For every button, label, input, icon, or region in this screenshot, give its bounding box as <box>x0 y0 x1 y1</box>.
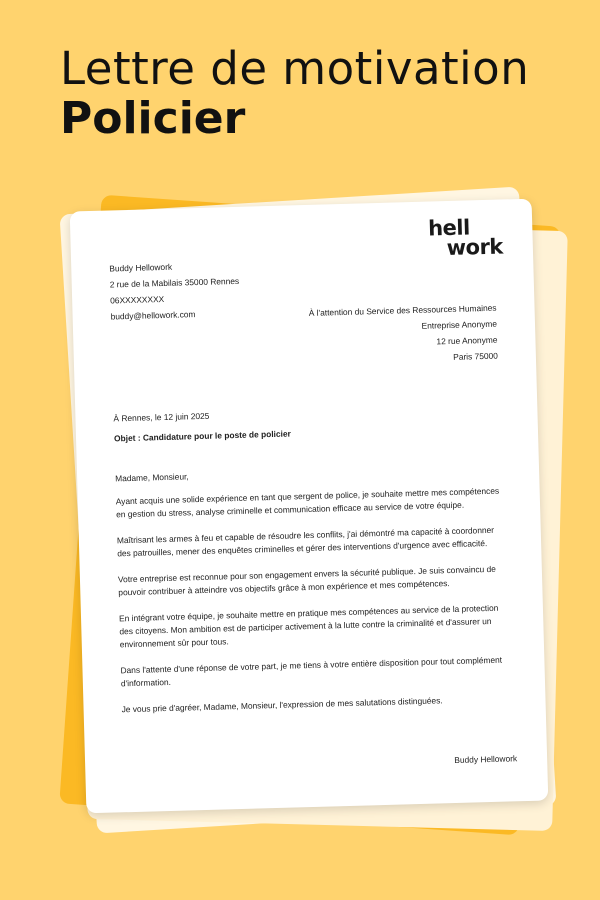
sender-address: 2 rue de la Mabilais 35000 Rennes <box>109 275 240 290</box>
sender-phone: 06XXXXXXXX <box>110 293 165 306</box>
sender-email: buddy@hellowork.com <box>110 309 196 322</box>
sender-block <box>109 259 240 327</box>
recipient-block <box>309 302 499 371</box>
paragraph-5: Dans l'attente d'une réponse de votre part, je me tiens à votre entière disposition pour tout complément d'information. <box>120 654 503 689</box>
paragraph-3: Votre entreprise est reconnue pour son engagement envers la sécurité publique. Je suis convaincu de pouvoir contribuer à atteindre vos objectifs grâce à mon expérience et mes compétences. <box>117 563 497 598</box>
page-headline <box>60 42 530 144</box>
paragraph-6: Je vous prie d'agréer, Madame, Monsieur, l'expression de mes salutations distinguées. <box>121 695 443 715</box>
sender-name: Buddy Hellowork <box>109 261 173 274</box>
paragraph-1: Ayant acquis une solide expérience en tant que sergent de police, je souhaite mettre mes compétences en gestion du stress, analyse criminelle et communication efficace au service de votre équipe. <box>115 485 500 520</box>
signature: Buddy Hellowork <box>454 753 518 766</box>
recipient-street: 12 rue Anonyme <box>436 334 498 347</box>
paragraph-2: Maîtrisant les armes à feu et capable de résoudre les conflits, j'ai démontré ma capacité à coordonner des patrouilles, mener des enquêtes criminelles et gérer des interventions d'urgence avec efficacité. <box>116 524 495 559</box>
letter-body <box>115 462 510 730</box>
headline-job: Policier <box>60 93 246 144</box>
letter-subject: Objet : Candidature pour le poste de policier <box>113 428 291 444</box>
recipient-company: Entreprise Anonyme <box>421 318 498 331</box>
logo-line1: hell <box>427 215 471 241</box>
hellowork-logo <box>428 217 503 259</box>
recipient-city: Paris 75000 <box>453 350 499 362</box>
paragraph-4: En intégrant votre équipe, je souhaite mettre en pratique mes compétences au service de la protection des citoyens. Mon ambition est de participer activement à la lutte contre la criminalité et d'assurer un environnement sûr pour tous. <box>118 602 499 650</box>
letter-date: À Rennes, le 12 juin 2025 <box>113 410 210 424</box>
cover-letter <box>70 199 549 814</box>
recipient-attention: À l'attention du Service des Ressources Humaines <box>308 302 497 318</box>
greeting: Madame, Monsieur, <box>115 471 189 484</box>
logo-line2: work <box>446 234 504 260</box>
headline-title: Lettre de motivation <box>60 42 530 95</box>
